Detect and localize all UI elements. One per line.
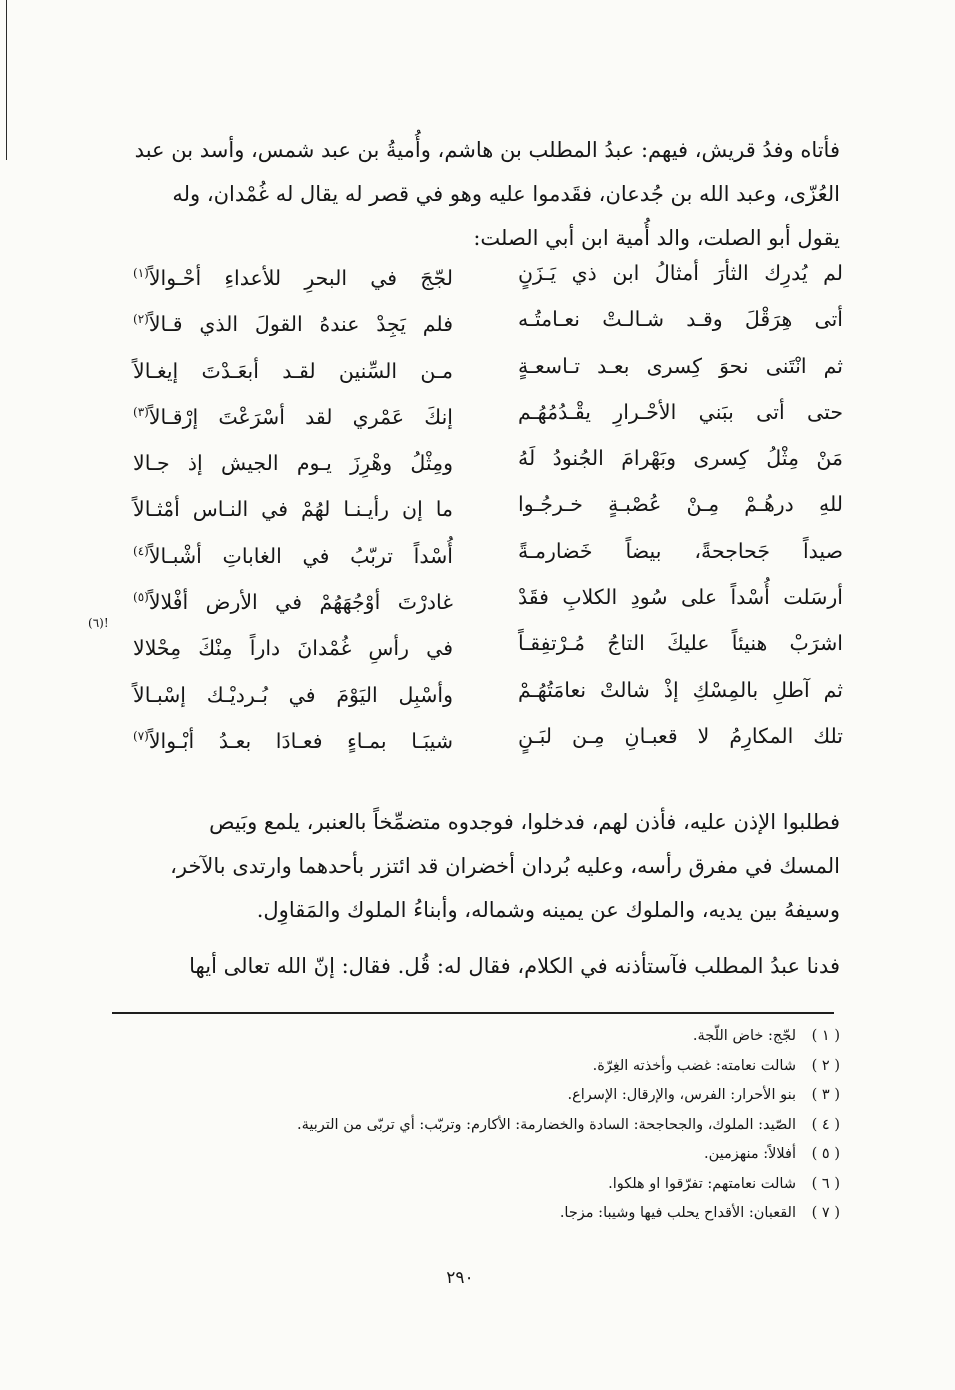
poem-verse (108, 435, 843, 481)
footnote-marker: (٤) (133, 543, 149, 558)
hemistich-text: مـن السِّنين لقـد أبعَـدْتَ إيغـالاً (133, 358, 453, 383)
hemistich-text: فلم يَجِدْ عندهُ القولَ الذي قـالاً (148, 312, 453, 337)
page-number: ٢٩٠ (446, 1268, 474, 1288)
poem-verse (108, 481, 843, 527)
hemistich-text: ما إن رأيـنـا لهُمْ في النـاس أمْثـالاً (133, 497, 453, 522)
footnote-text: شالت نعامتهم: تفرّقوا او هلكوا. (608, 1175, 796, 1192)
verse-first-hemistich: حتى أتى ببَني الأحْـرارِ يقْـدُمُهُـم (518, 399, 843, 424)
text-line: المسك في مفرق رأسه، وعليه بُردان أخضران قد ائتزر بأحدهما وارتدى بالآخر، (170, 854, 840, 878)
verse-first-hemistich: ثم آطلِ بالمِسْكِ إذْ شالتْ نعامَتُهُـمْ (518, 677, 843, 702)
footnote-text: لجّج: خاض اللّجة. (692, 1028, 796, 1044)
footnote-text: أفلالاً: منهزمين. (704, 1146, 796, 1162)
poem-verse (108, 574, 843, 620)
verse-second-hemistich (133, 343, 453, 394)
text-line: العُزّى، وعبد الله بن جُدعان، فقَدموا عليه وهو في قصر له يقال له غُمْدان، وله (172, 182, 840, 206)
footnote-text: شالت نعامته: غضب وأخذته الغِرّة. (592, 1057, 796, 1074)
text-line: وسيفهُ بين يديه، والملوك عن يمينه وشماله، وأبناءُ الملوك والمَقاوِل. (256, 898, 840, 922)
verse-second-hemistich (133, 435, 453, 486)
footnote-number: ( ٤ ) (811, 1116, 840, 1133)
footnote-item (160, 1170, 840, 1200)
footnote-marker: (٣) (133, 404, 149, 419)
hemistich-text: إنكَ عَمْري لقد أسْرَعْتَ إرْقـالاً (148, 404, 453, 429)
hemistich-text: في رأسِ غُمْدانَ داراً مِنْكَ مِحْلالا (133, 636, 453, 661)
poem-verse (108, 296, 843, 342)
footnote-number: ( ٢ ) (811, 1057, 840, 1074)
footnote-text: القعبان: الأقداح يحلب فيها وشيبا: مزجا. (559, 1205, 796, 1221)
footnote-item (160, 1111, 840, 1141)
margin-line (6, 0, 7, 160)
verse-first-hemistich: أرسَلت أُسْداً على سُودِ الكلابِ فقَدْ (518, 585, 843, 610)
footnote-number: ( ٣ ) (811, 1087, 840, 1103)
footnote-item (160, 1140, 840, 1170)
footnotes (160, 1022, 840, 1229)
poem-verse (88, 616, 843, 666)
poem-verse (108, 389, 843, 435)
verse-first-hemistich: صيداً جَحاجحةً، بيضاً خَضارمـةً (518, 538, 843, 563)
hemistich-text: ومِثْلُ وهْرِزَ يـوم الجيش إذ جـالا (133, 451, 453, 476)
footnote-marker: (٥) (133, 590, 149, 605)
text-line: فطلبوا الإذن عليه، فأذن لهم، فدخلوا، فوجدوه متضمِّخاً بالعنبر، يلمع وبَيص (209, 810, 840, 834)
poem-verse (108, 528, 843, 574)
footnote-item (160, 1199, 840, 1229)
verse-second-hemistich (133, 296, 453, 347)
hemistich-text: غادرْتَ أوْجُهَهُمْ في الأرض أفْلالاً (148, 589, 453, 614)
footnote-item (160, 1022, 840, 1052)
hemistich-text: شيبَـا بمـاءٍ فعـادَا بعـدُ أبْـوالاً (148, 728, 453, 753)
poem-verse (108, 713, 843, 759)
verse-first-hemistich: أتى هِرَقْلَ وقـد شـالـتْ نعـامتُـه (518, 307, 843, 332)
poem-verse (108, 343, 843, 389)
verse-first-hemistich: ثم انْتَنى نحوَ كِسرى بعـد تـاسعـةٍ (518, 353, 843, 378)
footnote-item (160, 1052, 840, 1082)
verse-first-hemistich: لم يُدرِك الثأرَ أمثالُ ابن ذي يَـزَنٍ (518, 261, 843, 285)
footnote-separator (112, 1012, 834, 1014)
poem (88, 250, 843, 759)
verse-first-hemistich: مَنْ مِثْلُ كِسرى وبَهْرامَ الجُنودُ لَهُ (518, 446, 843, 471)
hemistich-text: لجّجَ في البحرِ للأعداءِ أحْـوالاً (148, 265, 453, 290)
footnote-marker: (١) (133, 266, 149, 280)
footnote-number: ( ١ ) (811, 1028, 840, 1044)
verse-second-hemistich (133, 574, 453, 625)
text-line: يقول أبو الصلت، والد أُمية ابن أبي الصلت: (473, 226, 840, 250)
verse-second-hemistich (133, 389, 453, 440)
verse-second-hemistich (133, 667, 453, 718)
footnote-number: ( ٥ ) (811, 1146, 840, 1162)
verse-first-hemistich: اشرَبْ هنيئاً عليكَ التاجُ مُـرْتفِقـاً (518, 631, 843, 656)
hemistich-text: أُسْداً تربّبُ في الغاباتِ أشْبـالاً (148, 543, 453, 568)
footnote-item (160, 1081, 840, 1111)
intro-paragraph (105, 128, 840, 260)
verse-first-hemistich: للهِ درهُـمْ مِـنْ عُصْبـةٍ خـرجُـوا (518, 492, 843, 517)
footnote-marker: (٢) (133, 312, 149, 327)
footnote-number: ( ٦ ) (811, 1175, 840, 1192)
verse-second-hemistich (133, 250, 453, 301)
verse-second-hemistich (133, 481, 453, 532)
narrative-paragraph (92, 800, 840, 932)
footnote-number: ( ٧ ) (811, 1205, 840, 1221)
hemistich-text: وأسْبِل اليَوْمَ في بُـرديْـك إسْبـالاً (133, 682, 453, 707)
footnote-marker: (٧) (133, 728, 149, 743)
verse-second-hemistich (133, 713, 453, 764)
footnote-text: الصّيد: الملوك، والجحاجحة: السادة والخضارمة: الأكارم: وتربّب: أي تربّى من التربية. (296, 1116, 796, 1133)
verse-first-hemistich: تلك المكارِمُ لا قعبـانِ مِـن لبَـنٍ (518, 723, 843, 748)
verse-second-hemistich (133, 528, 453, 579)
footnote-text: بنو الأحرار: الفرس، والإرقال: الإسراع. (567, 1087, 796, 1103)
poem-verse (108, 250, 843, 296)
text-line: فدنا عبدُ المطلب فآستأذنه في الكلام، فقال له: قُل. فقال: إنّ الله تعالى أيها (189, 954, 840, 978)
closing-paragraph (92, 944, 840, 988)
verse-second-hemistich (133, 620, 453, 671)
footnote-marker: (٦)! (88, 616, 109, 631)
poem-verse (108, 667, 843, 713)
text-line: فأتاه وفدُ قريش، فيهم: عبدُ المطلب بن هاشم، وأُميةُ بن عبد شمس، وأسد بن عبد (134, 138, 840, 162)
